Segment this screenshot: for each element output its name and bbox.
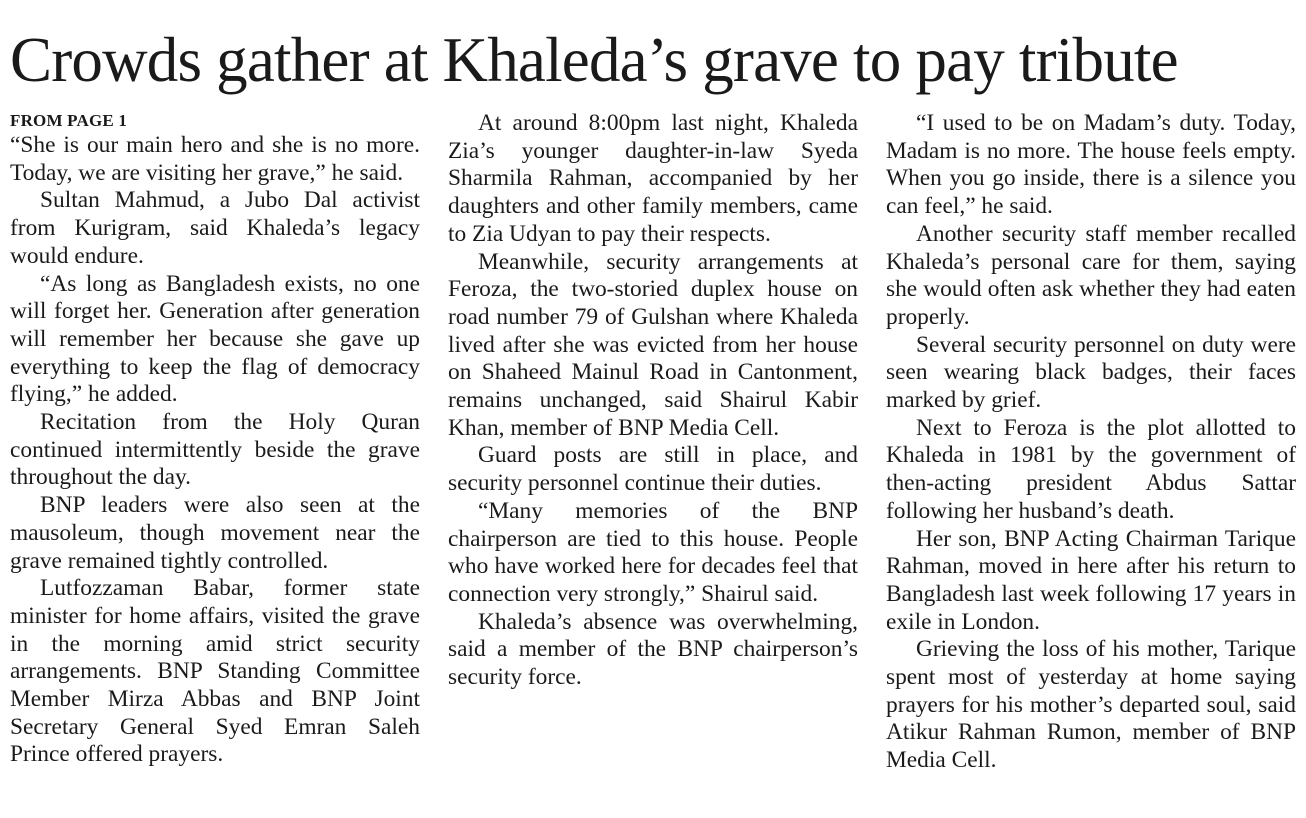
headline: Crowds gather at Khaleda’s grave to pay tribute xyxy=(10,25,1178,95)
paragraph: “As long as Bangladesh exists, no one will forget her. Generation after generation will remember her because she gave up everything to keep the flag of democracy flying,” he added. xyxy=(10,270,420,408)
continuation-kicker: FROM PAGE 1 xyxy=(10,111,128,130)
article-column-1 xyxy=(10,110,420,769)
paragraph: “I used to be on Madam’s duty. Today, Madam is no more. The house feels empty. When you go inside, there is a silence you can feel,” he said. xyxy=(886,110,1296,220)
paragraph: Next to Feroza is the plot allotted to Khaleda in 1981 by the government of then-acting president Abdus Sattar following her husband’s death. xyxy=(886,414,1296,524)
paragraph: Sultan Mahmud, a Jubo Dal activist from Kurigram, said Khaleda’s legacy would endure. xyxy=(10,187,420,269)
paragraph: BNP leaders were also seen at the mausoleum, though movement near the grave remained tightly controlled. xyxy=(10,492,420,574)
paragraph: At around 8:00pm last night, Khaleda Zia’s younger daughter-in-law Syeda Sharmila Rahman, accompanied by her daughters and other family members, came to Zia Udyan to pay their respects. xyxy=(448,110,858,247)
paragraph: Guard posts are still in place, and security personnel continue their duties. xyxy=(448,442,858,497)
paragraph: Khaleda’s absence was overwhelming, said a member of the BNP chairperson’s security force. xyxy=(448,608,858,691)
paragraph: Another security staff member recalled Khaleda’s personal care for them, saying she would often ask whether they had eaten properly. xyxy=(886,220,1296,330)
paragraph: Several security personnel on duty were seen wearing black badges, their faces marked by grief. xyxy=(886,331,1296,414)
paragraph: Lutfozzaman Babar, former state minister for home affairs, visited the grave in the morning amid strict security arrangements. BNP Standing Committee Member Mirza Abbas and BNP Joint Secretary General Syed Emran Saleh Prince offered prayers. xyxy=(10,575,420,768)
article-column-3 xyxy=(886,110,1296,775)
paragraph: Recitation from the Holy Quran continued intermittently beside the grave throughout the day. xyxy=(10,409,420,491)
paragraph: “She is our main hero and she is no more. Today, we are visiting her grave,” he said. xyxy=(10,132,420,186)
paragraph: Grieving the loss of his mother, Tarique spent most of yesterday at home saying prayers for his mother’s departed soul, said Atikur Rahman Rumon, member of BNP Media Cell. xyxy=(886,636,1296,774)
paragraph: Meanwhile, security arrangements at Feroza, the two-storied duplex house on road number 79 of Gulshan where Khaleda lived after she was evicted from her house on Shaheed Mainul Road in Cantonment, remains unchanged, said Shairul Kabir Khan, member of BNP Media Cell. xyxy=(448,248,858,441)
article-column-2 xyxy=(448,110,858,692)
paragraph: “Many memories of the BNP chairperson are tied to this house. People who have worked here for decades feel that connection very strongly,” Shairul said. xyxy=(448,497,858,607)
paragraph: Her son, BNP Acting Chairman Tarique Rahman, moved in here after his return to Bangladesh last week following 17 years in exile in London. xyxy=(886,525,1296,635)
